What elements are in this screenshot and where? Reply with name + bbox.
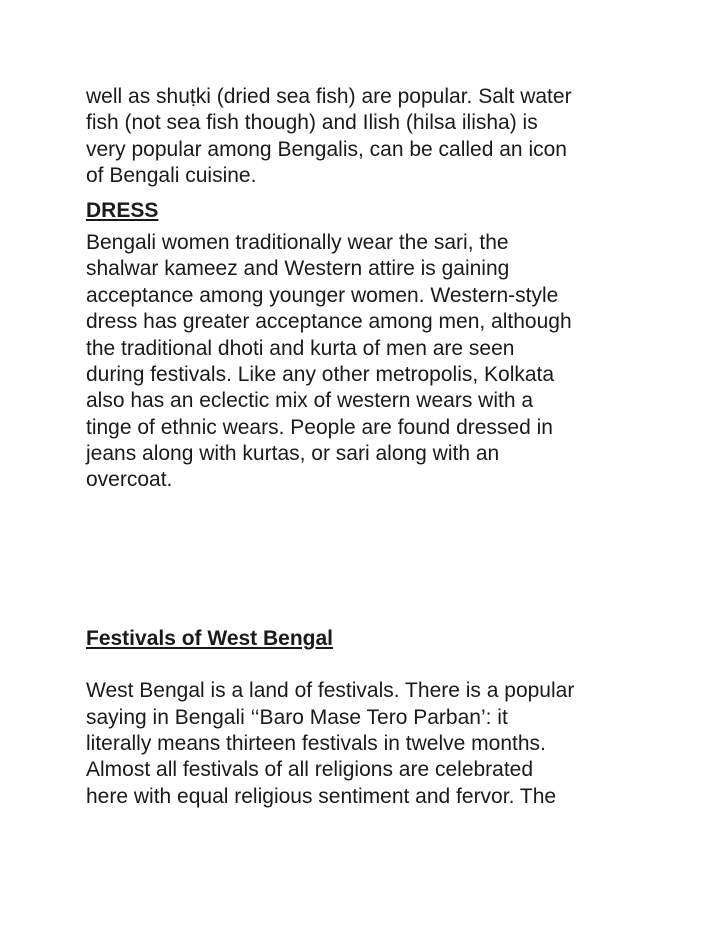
paragraph-line: very popular among Bengalis, can be called an icon: [86, 137, 567, 161]
paragraph-line: Almost all festivals of all religions are celebrated: [86, 758, 534, 782]
paragraph-line: well as shuṭki (dried sea fish) are popular. Salt water: [86, 85, 572, 108]
paragraph-line: also has an eclectic mix of western wears with a: [86, 389, 534, 413]
paragraph-line: Bengali women traditionally wear the sari, the: [86, 230, 509, 254]
paragraph-line: the traditional dhoti and kurta of men are seen: [86, 336, 515, 360]
paragraph-line: overcoat.: [86, 468, 173, 492]
paragraph-line: acceptance among younger women. Western-style: [86, 283, 559, 307]
paragraph-line: during festivals. Like any other metropolis, Kolkata: [86, 362, 555, 386]
paragraph-line: of Bengali cuisine.: [86, 164, 257, 188]
festivals-heading-block: [86, 626, 688, 652]
paragraph-line: fish (not sea fish though) and Ilish (hilsa ilisha) is: [86, 111, 538, 135]
paragraph-line: dress has greater acceptance among men, although: [86, 310, 572, 334]
paragraph-line: West Bengal is a land of festivals. There is a popular: [86, 679, 575, 703]
dress-heading-block: [86, 198, 688, 224]
festivals-heading: Festivals of West Bengal: [86, 626, 334, 650]
paragraph-line: literally means thirteen festivals in twelve months.: [86, 732, 546, 756]
dress-paragraph: [86, 230, 688, 494]
paragraph-line: here with equal religious sentiment and fervor. The: [86, 784, 557, 808]
festivals-paragraph: [86, 678, 688, 810]
intro-paragraph: [86, 84, 688, 190]
paragraph-line: shalwar kameez and Western attire is gaining: [86, 257, 510, 281]
paragraph-line: tinge of ethnic wears. People are found dressed in: [86, 415, 553, 439]
paragraph-line: jeans along with kurtas, or sari along with an: [86, 442, 500, 466]
dress-heading: DRESS: [86, 198, 159, 222]
paragraph-line: saying in Bengali ‘‘Baro Mase Tero Parban’: it: [86, 705, 508, 729]
